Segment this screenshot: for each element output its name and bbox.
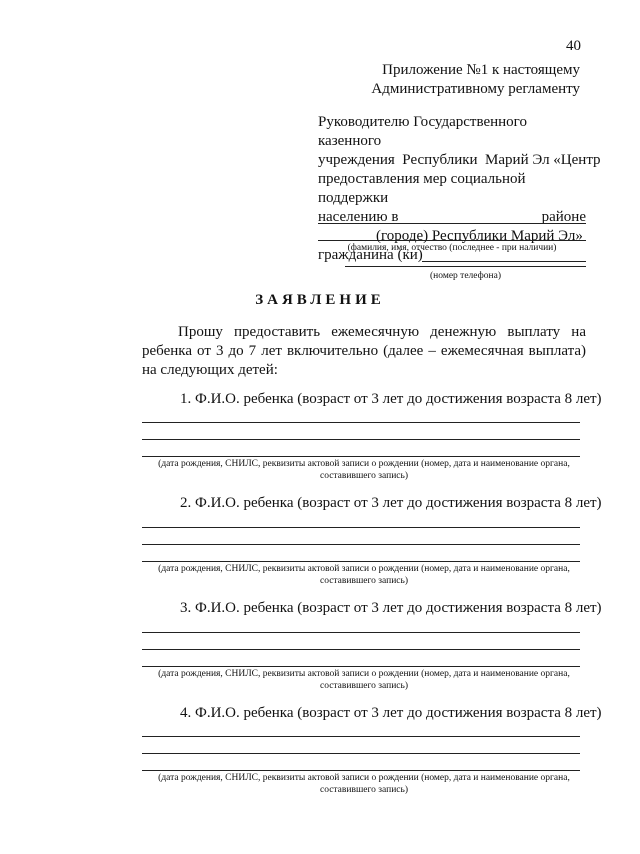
- child-4-heading: 4. Ф.И.О. ребенка (возраст от 3 лет до достижения возраста 8 лет): [180, 705, 602, 721]
- appendix-line-1: Приложение №1 к настоящему: [382, 62, 580, 78]
- fio-caption: (фамилия, имя, отчество (последнее - при наличии): [347, 243, 557, 253]
- child-3-heading: 3. Ф.И.О. ребенка (возраст от 3 лет до достижения возраста 8 лет): [180, 600, 602, 616]
- child-2-heading: 2. Ф.И.О. ребенка (возраст от 3 лет до достижения возраста 8 лет): [180, 495, 602, 511]
- child-4-line-3[interactable]: [142, 770, 580, 771]
- child-3-caption-2: составившего запись): [319, 681, 408, 691]
- fio-line-1[interactable]: [318, 223, 586, 224]
- document-title: ЗАЯВЛЕНИЕ: [255, 292, 385, 308]
- child-4-caption: [140, 772, 588, 796]
- citizen-field[interactable]: [422, 261, 586, 262]
- child-1-caption-2: составившего запись): [319, 471, 408, 481]
- child-4-line-1[interactable]: [142, 736, 580, 737]
- addressee-line-4b: районе: [541, 209, 586, 225]
- citizen-label: гражданина (ки): [318, 247, 423, 263]
- child-1-line-3[interactable]: [142, 456, 580, 457]
- child-2-caption-2: составившего запись): [319, 576, 408, 586]
- child-1-line-1[interactable]: [142, 422, 580, 423]
- child-1-caption: [140, 458, 588, 482]
- child-2-line-3[interactable]: [142, 561, 580, 562]
- child-2-line-1[interactable]: [142, 527, 580, 528]
- intro-paragraph: Прошу предоставить ежемесячную денежную выплату на ребенка от 3 до 7 лет включительно (далее – ежемесячная выплата) на следующих детей:: [142, 324, 586, 378]
- addressee-line-3: предоставления мер социальной поддержки: [318, 171, 526, 206]
- addressee-line-5: (городе) Республики Марий Эл»: [376, 228, 583, 244]
- addressee-line-1: Руководителю Государственного казенного: [318, 114, 527, 149]
- child-1-line-2[interactable]: [142, 439, 580, 440]
- child-3-caption-1: (дата рождения, СНИЛС, реквизиты актовой записи о рождении (номер, дата и наименование органа,: [158, 669, 570, 679]
- page-number: 40: [566, 38, 581, 54]
- child-3-line-1[interactable]: [142, 632, 580, 633]
- child-2-line-2[interactable]: [142, 544, 580, 545]
- child-1-heading: 1. Ф.И.О. ребенка (возраст от 3 лет до достижения возраста 8 лет): [180, 391, 602, 407]
- phone-line[interactable]: [345, 266, 586, 267]
- child-3-caption: [140, 668, 588, 692]
- addressee-line-2: учреждения Республики Марий Эл «Центр: [318, 152, 601, 168]
- addressee-line-4a: населению в: [318, 209, 399, 225]
- child-4-caption-2: составившего запись): [319, 785, 408, 795]
- child-4-line-2[interactable]: [142, 753, 580, 754]
- appendix-line-2: Административному регламенту: [371, 81, 580, 97]
- fio-line-2[interactable]: [318, 240, 586, 241]
- child-1-caption-1: (дата рождения, СНИЛС, реквизиты актовой записи о рождении (номер, дата и наименование органа,: [158, 459, 570, 469]
- child-3-line-3[interactable]: [142, 666, 580, 667]
- child-4-caption-1: (дата рождения, СНИЛС, реквизиты актовой записи о рождении (номер, дата и наименование органа,: [158, 773, 570, 783]
- phone-caption: (номер телефона): [430, 271, 501, 281]
- child-3-line-2[interactable]: [142, 649, 580, 650]
- child-2-caption: [140, 563, 588, 587]
- appendix-block: [371, 61, 580, 99]
- child-2-caption-1: (дата рождения, СНИЛС, реквизиты актовой записи о рождении (номер, дата и наименование органа,: [158, 564, 570, 574]
